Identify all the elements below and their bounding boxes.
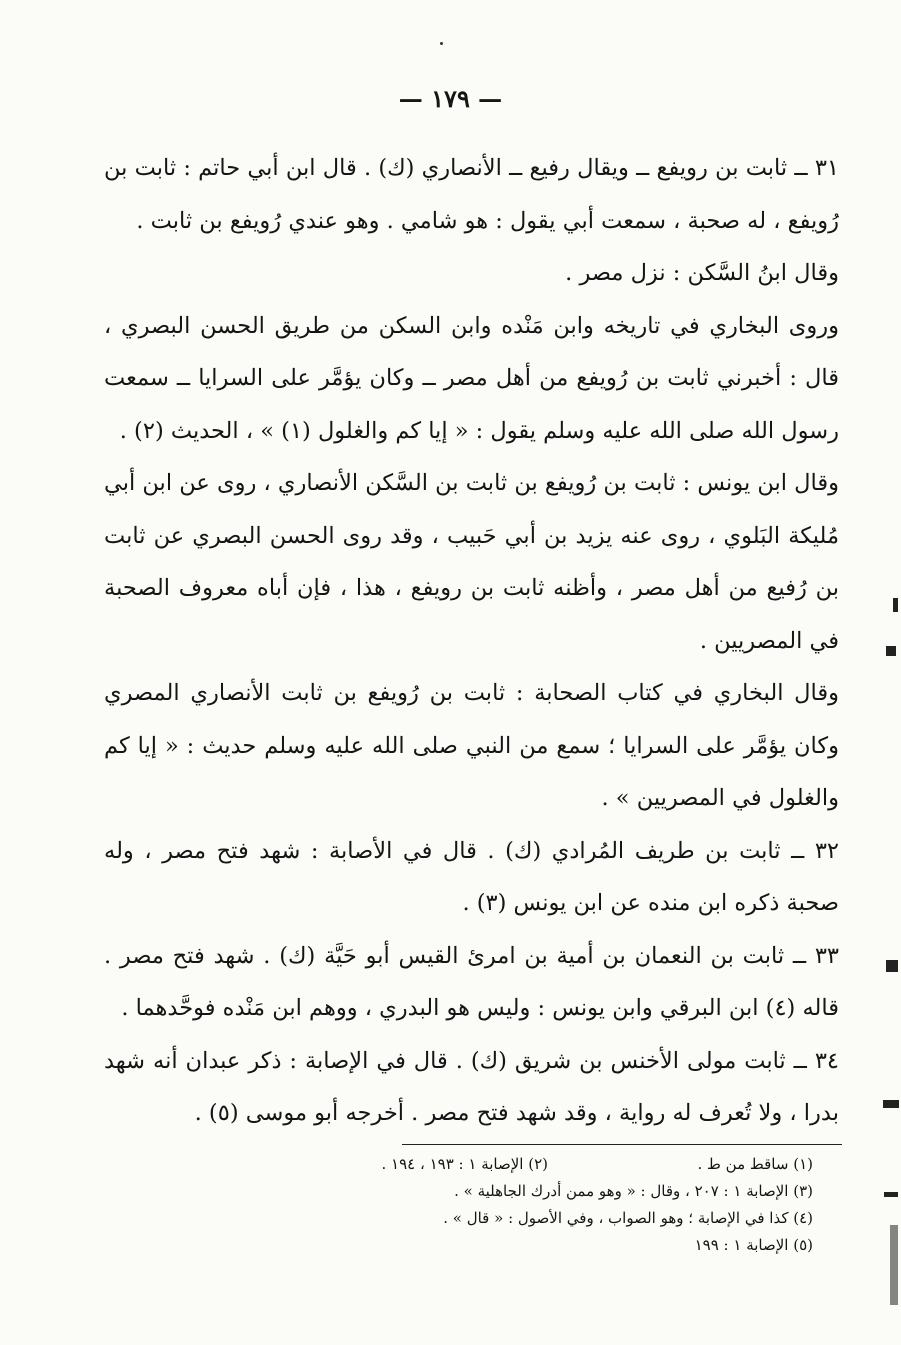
ibn-sakan-paragraph: وقال ابنُ السَّكن : نزل مصر .	[565, 260, 839, 286]
entry-32-paragraph: ٣٢ ــ ثابت بن طريف المُرادي (ك) . قال في الأصابة : شهد فتح مصر ، وله صحبة ذكره ابن منده عن ابن يونس (٣) .	[104, 837, 839, 916]
footnote-divider	[402, 1144, 842, 1145]
scan-edge-mark	[886, 646, 896, 656]
scan-speck	[440, 42, 443, 45]
scan-edge-mark	[890, 1225, 898, 1305]
footnotes	[213, 1151, 813, 1259]
bukhari-sahaba-paragraph: وقال البخاري في كتاب الصحابة : ثابت بن رُويفع بن ثابت الأنصاري المصري وكان يؤمَّر على السرايا ؛ سمع من النبي صلى الله عليه وسلم حديث : « إيا كم والغلول في المصريين » .	[104, 680, 839, 811]
entry-31-paragraph: ٣١ ــ ثابت بن رويفع ــ ويقال رفيع ــ الأنصاري (ك) . قال ابن أبي حاتم : ثابت بن رُويفع ، له صحبة ، سمعت أبي يقول : هو شامي . وهو عندي رُويفع بن ثابت .	[104, 155, 839, 234]
footnote-3: (٣) الإصابة ١ : ٢٠٧ ، وقال : « وهو ممن أدرك الجاهلية » .	[454, 1182, 813, 1200]
footnote-4: (٤) كذا في الإصابة ؛ وهو الصواب ، وفي الأصول : « قال » .	[443, 1209, 813, 1227]
footnote-5: (٥) الإصابة ١ : ١٩٩	[694, 1236, 813, 1254]
entry-34-paragraph: ٣٤ ــ ثابت مولى الأخنس بن شريق (ك) . قال في الإصابة : ذكر عبدان أنه شهد بدرا ، ولا تُعرف له رواية ، وقد شهد فتح مصر . أخرجه أبو موسى (٥) .	[104, 1047, 839, 1126]
scan-edge-mark	[893, 598, 898, 612]
page-number: — ١٧٩ —	[398, 84, 503, 113]
scan-edge-mark	[886, 960, 898, 972]
ibn-yunus-paragraph: وقال ابن يونس : ثابت بن رُويفع بن ثابت بن السَّكن الأنصاري ، روى عن ابن أبي مُليكة البَلوي ، روى عنه يزيد بن أبي حَبيب ، وقد روى الحسن البصري عن ثابت بن رُفيع من أهل مصر ، وأظنه ثابت بن رويفع ، هذا ، فإن أباه معروف الصحبة في المصريين .	[104, 470, 839, 654]
footnote-row	[213, 1151, 813, 1178]
footnote-2: (٢) الإصابة ١ : ١٩٣ ، ١٩٤ .	[381, 1155, 548, 1173]
main-text	[104, 142, 839, 1140]
bukhari-history-paragraph: وروى البخاري في تاريخه وابن مَنْده وابن السكن من طريق الحسن البصري ، قال : أخبرني ثابت بن رُويفع من أهل مصر ــ وكان يؤمَّر على السرايا ــ سمعت رسول الله صلى الله عليه وسلم يقول : « إيا كم والغلول (١) » ، الحديث (٢) .	[104, 312, 839, 444]
footnote-1: (١) ساقط من ط .	[697, 1155, 813, 1173]
scan-edge-mark	[883, 1100, 899, 1108]
entry-33-paragraph: ٣٣ ــ ثابت بن النعمان بن أمية بن امرئ القيس أبو حَيَّة (ك) . شهد فتح مصر . قاله (٤) ابن البرقي وابن يونس : وليس هو البدري ، ووهم ابن مَنْده فوحَّدهما .	[104, 942, 839, 1021]
scan-edge-mark	[884, 1192, 898, 1197]
